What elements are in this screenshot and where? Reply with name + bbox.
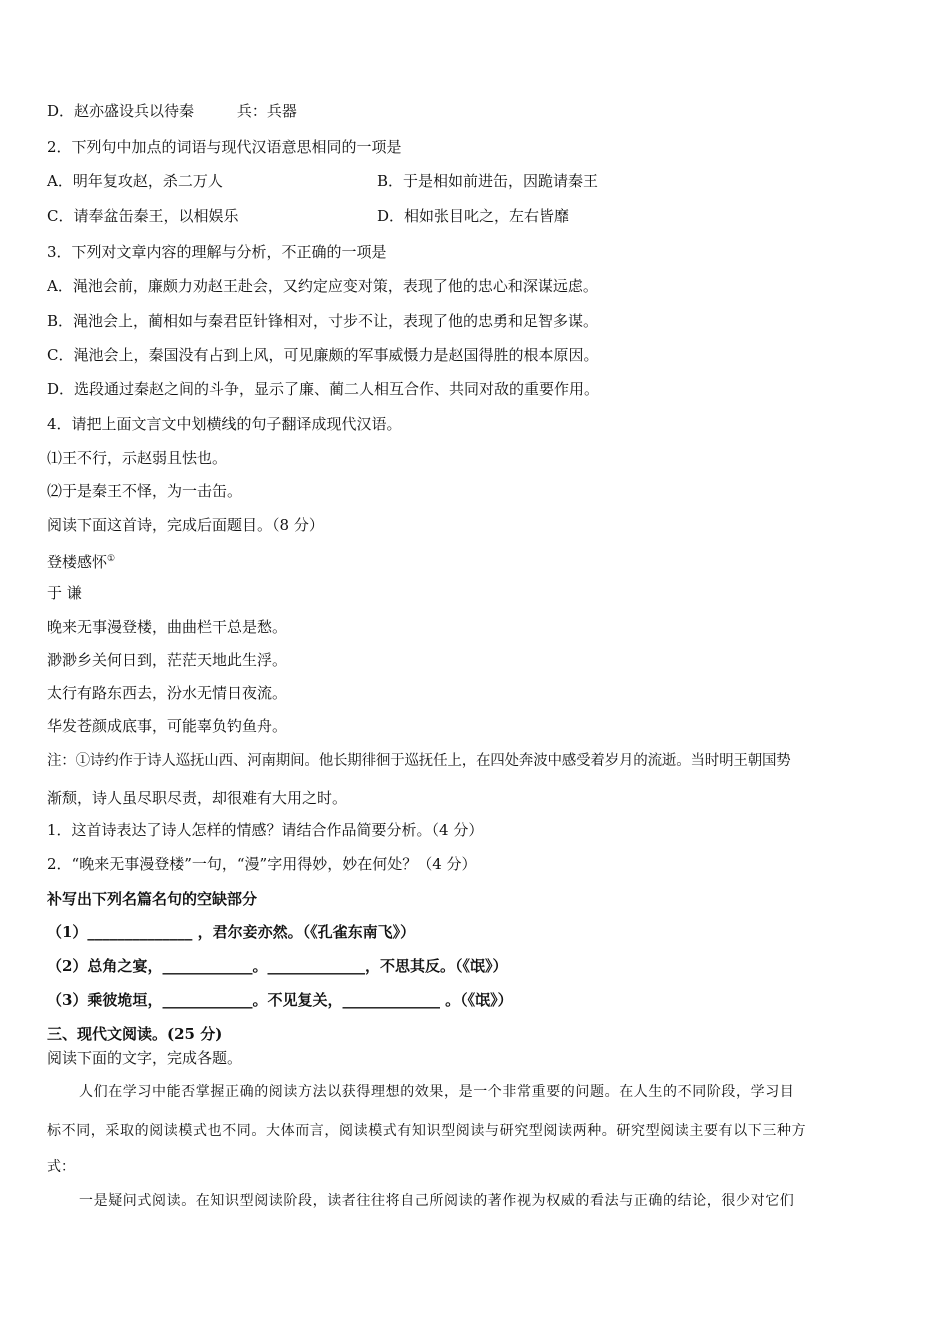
q3-stem: 3．下列对文章内容的理解与分析，不正确的一项是 [47, 243, 387, 261]
fill-item-3: （3）乘彼垝垣，____________。不见复关，_____________ 。（《氓》） [47, 991, 513, 1009]
q2-option-a: A．明年复攻赵，杀二万人 [47, 172, 223, 190]
q3-option-c: C．渑池会上，秦国没有占到上风，可见廉颇的军事威慑力是赵国得胜的根本原因。 [47, 346, 599, 364]
q2-option-c: C．请奉盆缶秦王，以相娱乐 [47, 207, 239, 225]
poem-question-2: 2．“晚来无事漫登楼”一句，“漫”字用得妙，妙在何处？（4 分） [47, 855, 477, 873]
q1-option-d-text: D．赵亦盛设兵以待秦 [47, 102, 195, 120]
poem-note-line-2: 渐颓，诗人虽尽职尽责，却很难有大用之时。 [47, 789, 348, 807]
poem-intro: 阅读下面这首诗，完成后面题目。（8 分） [47, 516, 324, 534]
passage-p1-line-3: 式： [47, 1159, 75, 1175]
q3-option-d: D．选段通过秦赵之间的斗争，显示了廉、蔺二人相互合作、共同对敌的重要作用。 [47, 380, 600, 398]
passage-p2-line-1: 一是疑问式阅读。在知识型阅读阶段，读者往往将自己所阅读的著作视为权威的看法与正确的结论，很少对它们 [79, 1193, 795, 1209]
q1-option-d [47, 101, 297, 121]
poem-line-1: 晚来无事漫登楼，曲曲栏干总是愁。 [47, 618, 288, 636]
poem-note-line-1: 注：①诗约作于诗人巡抚山西、河南期间。他长期徘徊于巡抚任上，在四处奔波中感受着岁月的流逝。当时明王朝国势 [47, 753, 791, 769]
fill-item-2: （2）总角之宴，____________。_____________，不思其反。（《氓》） [47, 957, 508, 975]
q4-sentence-2: ⑵于是秦王不怿，为一击缶。 [47, 482, 243, 500]
fill-item-1: （1）______________ ，君尔妾亦然。（《孔雀东南飞》） [47, 923, 416, 941]
poem-line-4: 华发苍颜成底事，可能辜负钓鱼舟。 [47, 717, 288, 735]
q3-option-a: A．渑池会前，廉颇力劝赵王赴会，又约定应变对策，表现了他的忠心和深谋远虑。 [47, 277, 598, 295]
q2-stem: 2．下列句中加点的词语与现代汉语意思相同的一项是 [47, 138, 402, 156]
poem-line-3: 太行有路东西去，汾水无情日夜流。 [47, 684, 288, 702]
q4-sentence-1: ⑴王不行，示赵弱且怯也。 [47, 449, 228, 467]
q1-option-d-note: 兵：兵器 [236, 102, 297, 120]
poem-line-2: 渺渺乡关何日到，茫茫天地此生浮。 [47, 651, 288, 669]
q4-stem: 4．请把上面文言文中划横线的句子翻译成现代汉语。 [47, 415, 402, 433]
poem-title-footnote-mark: ① [107, 554, 116, 564]
q2-option-b: B．于是相如前进缶，因跪请秦王 [377, 172, 599, 190]
section3-heading: 三、现代文阅读。(25 分) [47, 1025, 223, 1043]
q3-option-b: B．渑池会上，蔺相如与秦君臣针锋相对，寸步不让，表现了他的忠勇和足智多谋。 [47, 312, 599, 330]
poem-question-1: 1．这首诗表达了诗人怎样的情感？请结合作品简要分析。（4 分） [47, 821, 484, 839]
poem-author: 于 谦 [47, 584, 82, 602]
poem-title [47, 549, 115, 572]
passage-p1-line-1: 人们在学习中能否掌握正确的阅读方法以获得理想的效果，是一个非常重要的问题。在人生的不同阶段，学习目 [79, 1084, 795, 1100]
passage-p1-line-2: 标不同，采取的阅读模式也不同。大体而言，阅读模式有知识型阅读与研究型阅读两种。研究型阅读主要有以下三种方 [47, 1123, 807, 1139]
section3-instruction: 阅读下面的文字，完成各题。 [47, 1049, 243, 1067]
q2-option-d: D．相如张目叱之，左右皆靡 [377, 207, 570, 225]
poem-title-text: 登楼感怀 [47, 553, 108, 571]
fill-heading: 补写出下列名篇名句的空缺部分 [47, 890, 258, 908]
